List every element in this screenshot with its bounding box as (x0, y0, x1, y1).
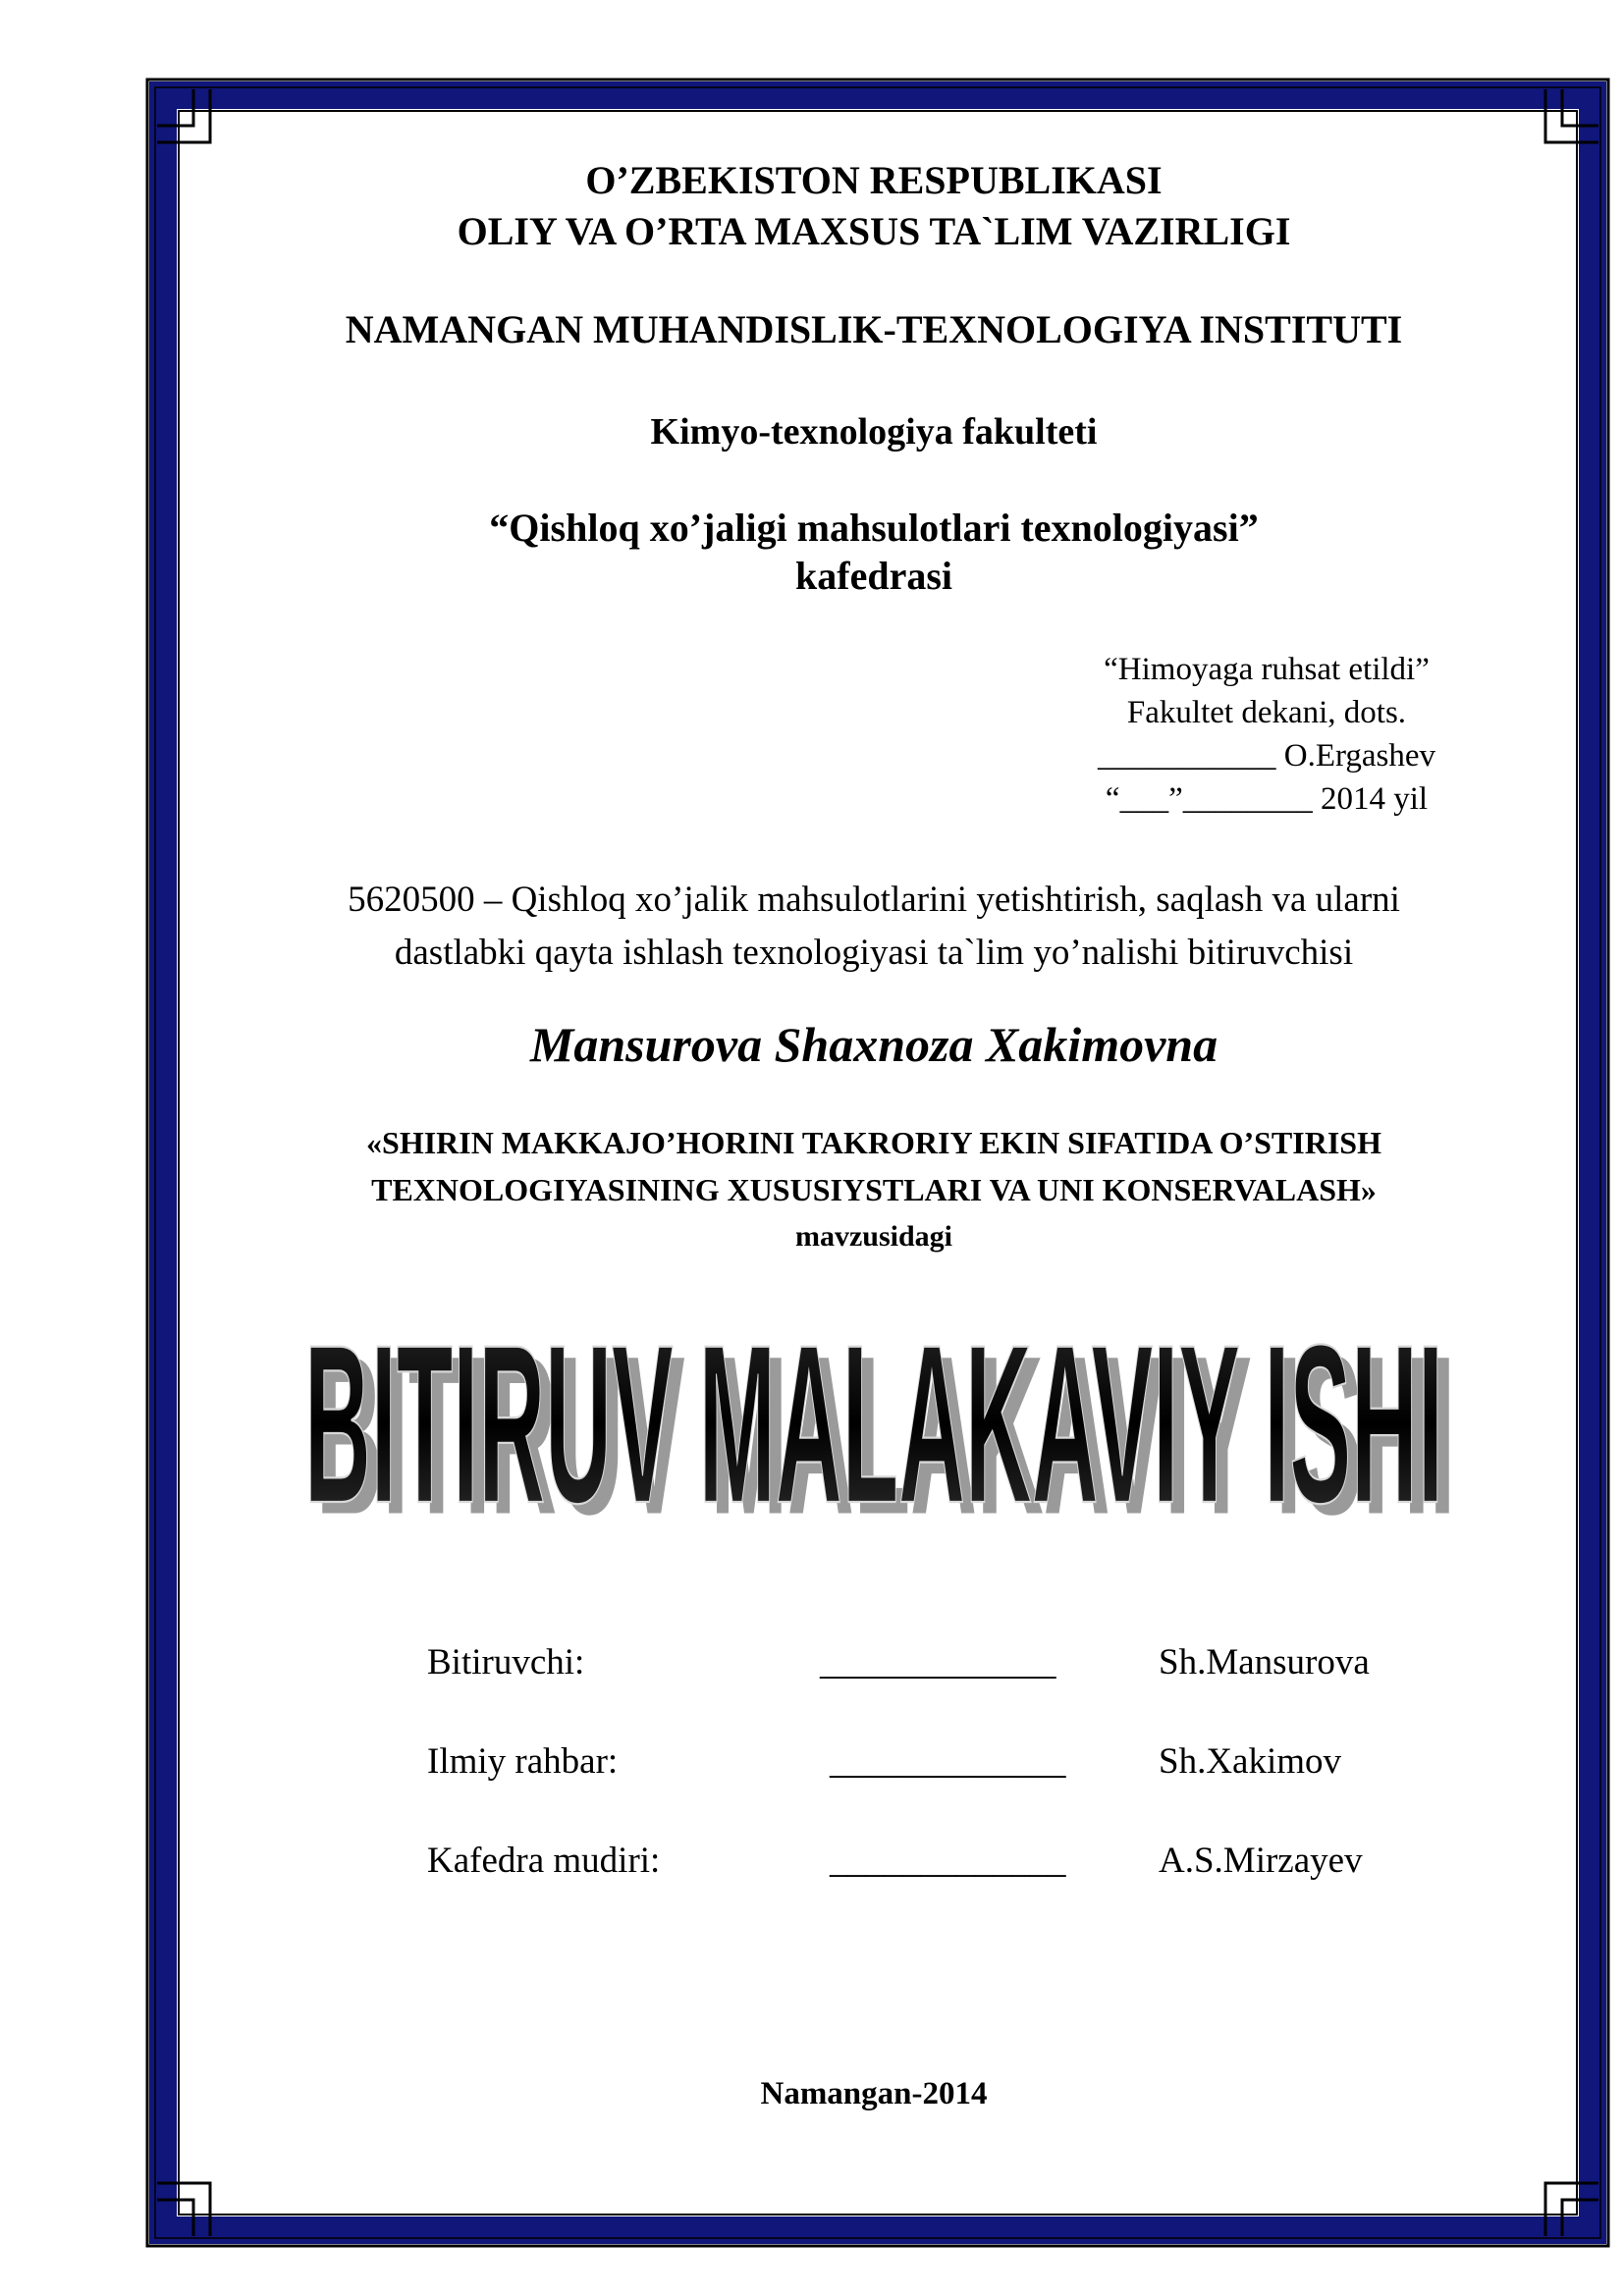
wordart-shadow: BITIRUV MALAKAVIY ISHI (315, 1308, 1455, 1531)
author-name: Mansurova Shaxnoza Xakimovna (529, 1017, 1218, 1072)
department-name: “Qishloq xo’jaligi mahsulotlari texnologiyasi” (489, 506, 1259, 550)
thesis-topic (226, 1119, 1522, 1260)
program-description (226, 874, 1522, 980)
approval-title: “Himoyaga ruhsat etildi” (1104, 652, 1430, 687)
faculty-heading: Kimyo-texnologiya fakulteti (650, 411, 1098, 453)
signature-role: Ilmiy rahbar: (427, 1741, 619, 1782)
title-page-content (226, 147, 1522, 2160)
ministry-heading: OLIY VA O’RTA MAXSUS TA`LIM VAZIRLIGI (457, 209, 1291, 253)
footer-city-year: Namangan-2014 (760, 2076, 988, 2111)
topic-line-3: mavzusidagi (794, 1220, 953, 1253)
topic-line-2: TEXNOLOGIYASINING XUSUSIYSTLARI VA UNI KONSERVALASH» (371, 1172, 1377, 1207)
signature-name: A.S.Mirzayev (1159, 1841, 1363, 1881)
signature-role: Kafedra mudiri: (427, 1841, 661, 1881)
institute-heading: NAMANGAN MUHANDISLIK-TEXNOLOGIYA INSTITUTI (345, 307, 1403, 351)
program-line-1: 5620500 – Qishloq xo’jalik mahsulotlarini yetishtirish, saqlash va ularni (348, 880, 1400, 920)
signature-name: Sh.Mansurova (1159, 1642, 1370, 1682)
approval-dean-signature: ___________ O.Ergashev (1097, 738, 1436, 774)
wordart-text: BITIRUV MALAKAVIY ISHI (304, 1297, 1443, 1531)
signature-role: Bitiruvchi: (427, 1642, 585, 1682)
wordart-title (285, 1276, 1463, 1531)
signature-line: _____________ (820, 1642, 1056, 1682)
signature-supervisor (427, 1740, 1409, 1789)
approval-dean-title: Fakultet dekani, dots. (1126, 695, 1407, 730)
department-word: kafedrasi (795, 554, 952, 598)
topic-line-1: «SHIRIN MAKKAJO’HORINI TAKRORIY EKIN SIFATIDA O’STIRISH (366, 1125, 1381, 1160)
signature-name: Sh.Xakimov (1159, 1741, 1342, 1782)
signature-line: _____________ (830, 1841, 1066, 1881)
program-line-2: dastlabki qayta ishlash texnologiyasi ta`lim yo’nalishi bitiruvchisi (394, 933, 1354, 973)
signature-head-of-department (427, 1840, 1409, 1889)
approval-date: “___”________ 2014 yil (1105, 781, 1429, 817)
approval-block (1041, 648, 1492, 821)
signature-graduate (427, 1641, 1409, 1690)
signature-line: _____________ (830, 1741, 1066, 1782)
country-heading: O’ZBEKISTON RESPUBLIKASI (585, 158, 1163, 202)
